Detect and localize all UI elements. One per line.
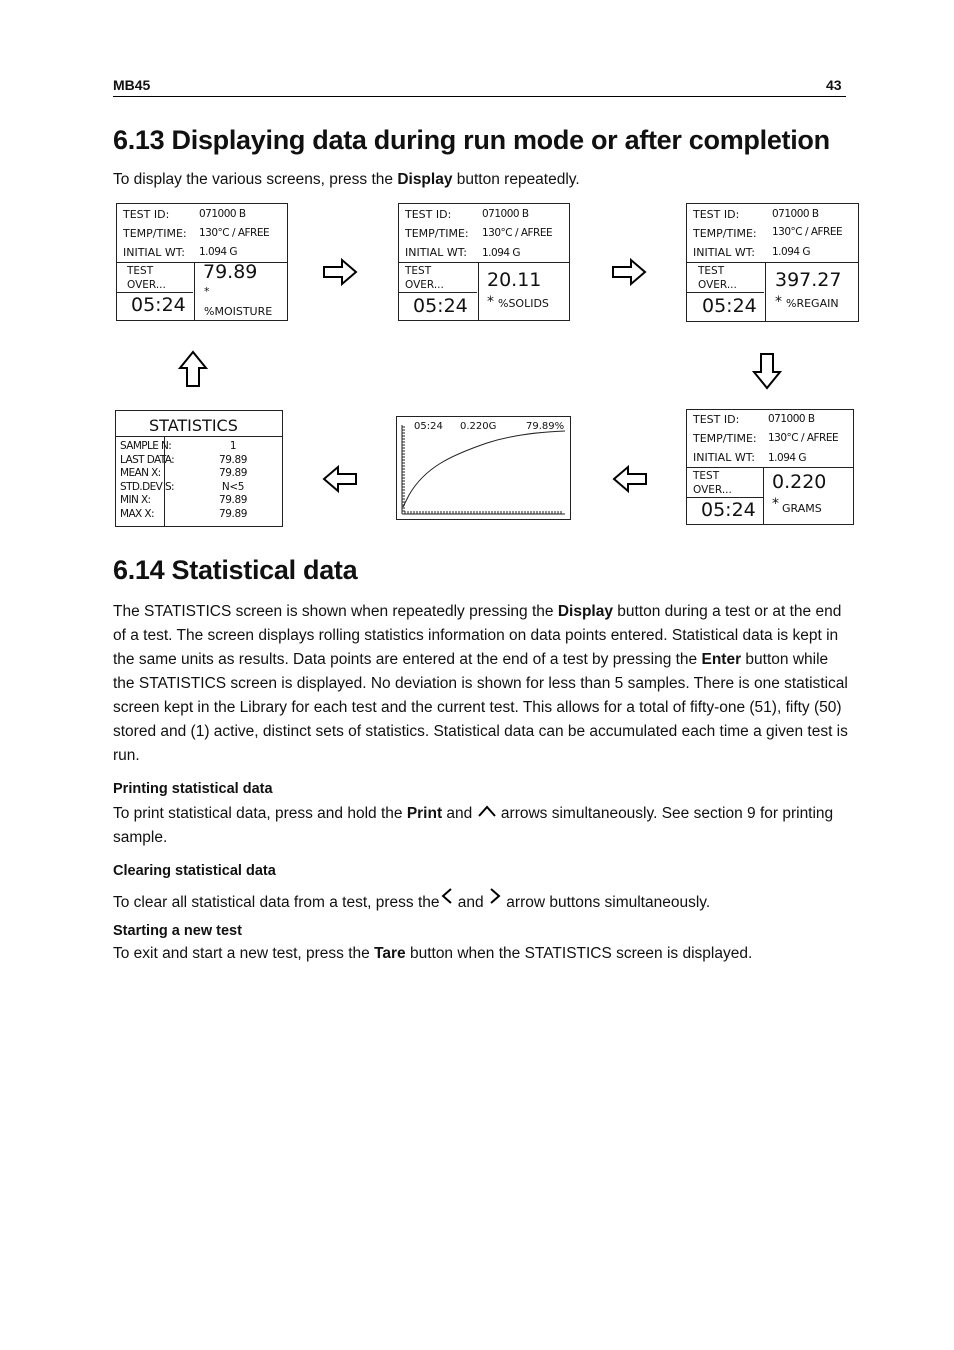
arrow-left-icon	[612, 464, 648, 494]
value-initial-wt: 1.094 G	[768, 452, 807, 464]
value-initial-wt: 1.094 G	[482, 247, 521, 259]
label-test: TEST	[698, 265, 725, 277]
arrow-up-icon	[177, 350, 209, 388]
value-test-id: 071000 B	[199, 208, 246, 220]
stat-value: 79.89	[218, 467, 248, 480]
label-initial-wt: INITIAL WT:	[693, 246, 755, 259]
stat-value: N<5	[221, 480, 245, 493]
label-test-id: TEST ID:	[405, 208, 452, 221]
star-mark: *	[775, 294, 782, 310]
screen-regain	[686, 203, 859, 322]
header-rule	[113, 96, 846, 97]
divider	[687, 467, 853, 468]
result-unit: %SOLIDS	[498, 297, 549, 310]
result-value: 397.27	[775, 269, 842, 291]
label-temp-time: TEMP/TIME:	[123, 227, 187, 240]
screen-graph	[396, 416, 571, 520]
label-test: TEST	[693, 470, 720, 482]
label-test-id: TEST ID:	[693, 208, 740, 221]
label-test: TEST	[127, 265, 154, 277]
elapsed-time: 05:24	[702, 295, 757, 317]
stat-value: 79.89	[218, 453, 248, 466]
section-title-613: 6.13 Displaying data during run mode or after completion	[113, 125, 830, 155]
label-temp-time: TEMP/TIME:	[693, 227, 757, 240]
label-temp-time: TEMP/TIME:	[405, 227, 469, 240]
label-test-id: TEST ID:	[693, 413, 740, 426]
result-value: 79.89	[203, 261, 258, 283]
elapsed-time: 05:24	[701, 499, 756, 521]
drying-curve-graph	[397, 417, 570, 519]
star-mark: *	[204, 285, 210, 298]
value-initial-wt: 1.094 G	[199, 246, 238, 258]
value-test-id: 071000 B	[772, 208, 819, 220]
screen-moisture	[116, 203, 288, 321]
screen-statistics	[115, 410, 283, 527]
stat-label: SAMPLE N:	[120, 440, 172, 452]
caret-up-icon	[477, 804, 497, 818]
label-initial-wt: INITIAL WT:	[693, 451, 755, 464]
label-initial-wt: INITIAL WT:	[123, 246, 185, 259]
divider	[765, 262, 766, 321]
label-test-id: TEST ID:	[123, 208, 170, 221]
graph-percent: 79.89%	[526, 421, 565, 432]
new-test-text: To exit and start a new test, press the Tare button when the STATISTICS screen is displayed.	[113, 945, 753, 962]
divider	[687, 497, 763, 498]
statistics-title: STATISTICS	[149, 416, 238, 435]
result-value: 0.220	[772, 471, 827, 493]
label-temp-time: TEMP/TIME:	[693, 432, 757, 445]
label-test: TEST	[405, 265, 432, 277]
graph-weight: 0.220G	[460, 421, 497, 432]
divider	[117, 262, 287, 263]
stat-label: MEAN X:	[120, 467, 161, 480]
label-over: OVER...	[405, 279, 444, 291]
divider	[399, 292, 477, 293]
statistics-description: The STATISTICS screen is shown when repeatedly pressing the Display button during a test or at the end of a test. The screen displays rolling statistics information on data points entered. Statistical data is kept in the same units as results. Data points are entered at the end of a test by pressing the Enter button while the STATISTICS screen is displayed. No deviation is shown for less than 5 samples. There is one statistical screen kept in the Library for each test and the current test. This allows for a total of fifty-one (51), fifty (50) stored and (1) active, distinct sets of statistics. Statistical data can be accumulated each time a given test is run.	[113, 603, 848, 764]
label-initial-wt: INITIAL WT:	[405, 246, 467, 259]
divider	[194, 262, 195, 320]
section-613-intro: To display the various screens, press the Display button repeatedly.	[113, 171, 580, 188]
label-over: OVER...	[127, 279, 166, 291]
result-unit: GRAMS	[782, 502, 822, 515]
stat-value: 79.89	[218, 508, 248, 520]
result-unit: %MOISTURE	[204, 305, 273, 318]
value-test-id: 071000 B	[768, 413, 815, 425]
value-test-id: 071000 B	[482, 208, 529, 220]
value-temp-time: 130°C / AFREE	[482, 227, 553, 239]
stat-label: STD.DEV S:	[120, 480, 174, 493]
new-test-heading: Starting a new test	[113, 923, 242, 939]
stat-label: LAST DATA:	[120, 453, 175, 466]
stat-value: 1	[229, 440, 237, 452]
stat-value: 79.89	[218, 494, 248, 507]
star-mark: *	[487, 294, 494, 310]
screen-solids	[398, 203, 570, 321]
screen-grams	[686, 409, 854, 525]
clearing-text: To clear all statistical data from a test, press the and arrow buttons simultaneously.	[113, 887, 848, 915]
star-mark: *	[772, 496, 779, 512]
arrow-left-icon	[322, 464, 358, 494]
page-number: 43	[826, 77, 842, 93]
caret-left-icon	[440, 887, 454, 905]
value-temp-time: 130°C / AFREE	[772, 226, 843, 238]
value-temp-time: 130°C / AFREE	[768, 432, 839, 444]
printing-text: To print statistical data, press and hold the Print and arrows simultaneously. See section 9 for printing sample.	[113, 805, 834, 846]
clearing-heading: Clearing statistical data	[113, 863, 276, 879]
printing-heading: Printing statistical data	[113, 781, 273, 797]
result-unit: %REGAIN	[786, 297, 839, 310]
divider	[117, 292, 193, 293]
elapsed-time: 05:24	[413, 295, 468, 317]
divider	[763, 467, 764, 524]
arrow-down-icon	[751, 352, 783, 390]
divider	[687, 262, 858, 263]
graph-time: 05:24	[414, 421, 443, 432]
divider	[116, 436, 282, 437]
result-value: 20.11	[487, 269, 542, 291]
divider	[399, 262, 569, 263]
stat-label: MIN X:	[120, 494, 151, 507]
value-initial-wt: 1.094 G	[772, 246, 811, 258]
arrow-right-icon	[322, 257, 358, 287]
caret-right-icon	[488, 887, 502, 905]
divider	[687, 292, 764, 293]
doc-title: MB45	[113, 77, 151, 93]
label-over: OVER...	[698, 279, 737, 291]
value-temp-time: 130°C / AFREE	[199, 227, 270, 239]
arrow-right-icon	[611, 257, 647, 287]
elapsed-time: 05:24	[131, 294, 186, 316]
drying-curve	[403, 431, 565, 507]
stat-label: MAX X:	[120, 508, 154, 520]
divider	[478, 262, 479, 320]
section-title-614: 6.14 Statistical data	[113, 555, 358, 585]
label-over: OVER...	[693, 484, 732, 496]
